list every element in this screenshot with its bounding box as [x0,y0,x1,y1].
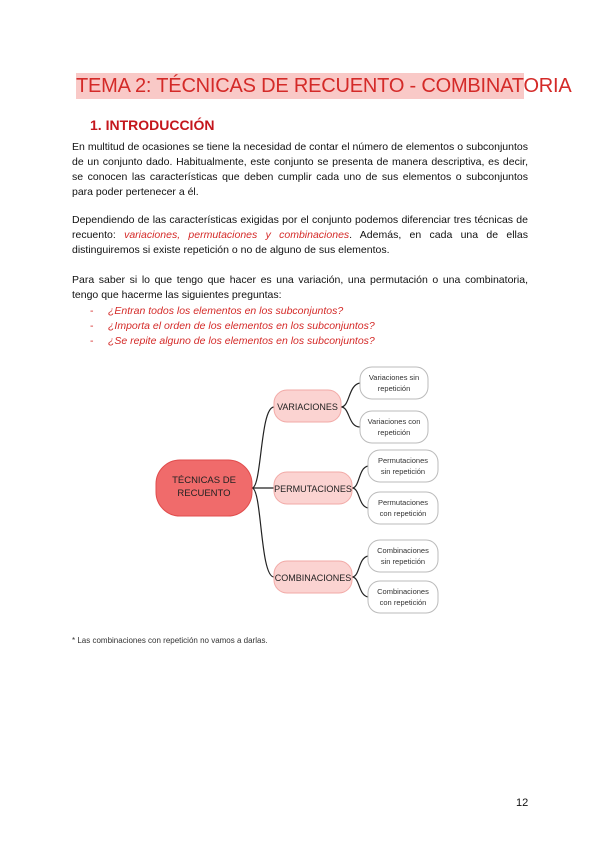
intro-paragraph: En multitud de ocasiones se tiene la necesidad de contar el número de elementos o subconjuntos de un conjunto dado. Habitualmente, este conjunto se presenta de manera descriptiva, es decir, se conocen las características que deben cumplir cada uno de sus elementos o subconjuntos para poder pertenecer a él. [72,141,528,198]
page-title: TEMA 2: TÉCNICAS DE RECUENTO - COMBINATORIA [76,75,572,97]
connector-line [252,407,274,488]
questions-list [90,304,375,349]
leaf-label-line: sin repetición [380,557,426,566]
root-label-line: TÉCNICAS DE [172,475,236,486]
questions-intro: Para saber si lo que tengo que hacer es una variación, una permutación o una combinatoria, tengo que hacerme las siguientes preguntas: [72,274,528,301]
list-item [90,319,375,334]
leaf-label-line: Permutaciones [377,498,429,507]
question-text: ¿Importa el orden de los elementos en los subconjuntos? [108,320,375,332]
leaf-label-line: Combinaciones [377,587,429,596]
leaf-node [368,450,438,482]
techniques-highlight: variaciones, permutaciones y combinaciones [124,229,350,241]
leaf-node [368,540,438,572]
connector-line [252,488,274,577]
dash-bullet: - [90,335,94,347]
leaf-node [368,581,438,613]
connector-line [352,556,368,577]
connector-line [341,407,360,427]
leaf-label-line: con repetición [379,598,427,607]
leaf-label-line: repetición [377,384,411,393]
leaf-node [360,367,428,399]
branch-label: VARIACIONES [277,402,338,412]
leaf-label-line: Permutaciones [377,456,429,465]
leaf-label-line: sin repetición [380,467,426,476]
page-number: 12 [516,797,529,809]
mind-map-diagram [0,355,600,625]
connector-line [352,488,368,508]
question-text: ¿Se repite alguno de los elementos en los subconjuntos? [108,335,375,347]
connector-line [352,577,368,597]
leaf-label-line: Variaciones sin [368,373,420,382]
connector-line [352,466,368,488]
leaf-node [360,411,428,443]
branch-label: PERMUTACIONES [274,484,352,494]
leaf-label-line: con repetición [379,509,427,518]
connector-line [341,383,360,407]
list-item [90,334,375,349]
leaf-node [368,492,438,524]
branch-label: COMBINACIONES [274,573,352,583]
question-text: ¿Entran todos los elementos en los subconjuntos? [108,305,344,317]
footnote: * Las combinaciones con repetición no vamos a darlas. [72,636,268,645]
section-heading: 1. INTRODUCCIÓN [90,117,215,133]
leaf-label-line: Combinaciones [377,546,429,555]
techniques-text-before: Dependiendo de las características exigidas por el conjunto podemos diferenciar tres técnicas de recuento: [72,214,528,241]
leaf-label-line: Variaciones con [367,417,421,426]
techniques-text-after: . Además, en cada una de ellas distinguiremos si existe repetición o no de alguno de sus elementos. [72,229,528,256]
techniques-paragraph [72,213,528,258]
leaf-label-line: repetición [377,428,411,437]
list-item [90,304,375,319]
dash-bullet: - [90,320,94,332]
dash-bullet: - [90,305,94,317]
root-label-line: RECUENTO [177,488,231,499]
